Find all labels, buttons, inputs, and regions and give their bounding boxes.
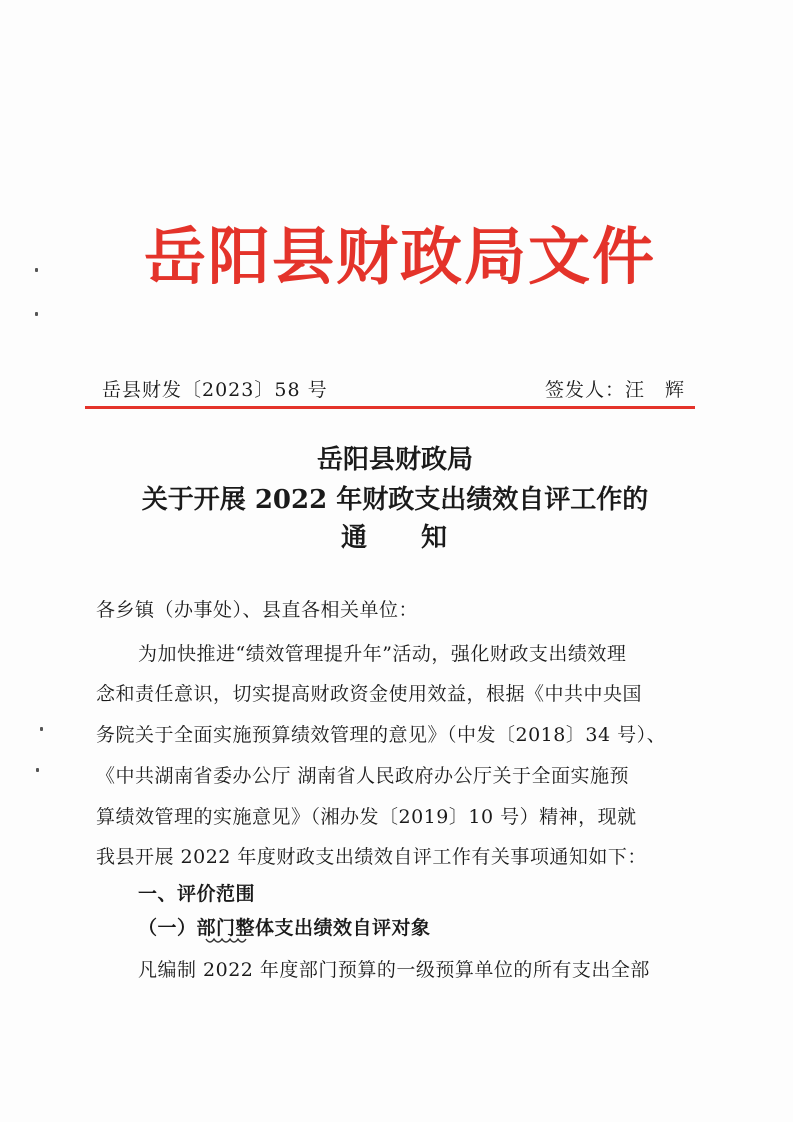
paragraph-line: 我县开展 2022 年度财政支出绩效自评工作有关事项通知如下： bbox=[96, 846, 647, 868]
handwritten-underline-mark bbox=[205, 936, 249, 946]
scan-speck bbox=[36, 768, 39, 772]
paragraph-line: 凡编制 2022 年度部门预算的一级预算单位的所有支出全部 bbox=[138, 959, 650, 981]
title-notice-char-2: 知 bbox=[421, 523, 450, 553]
paragraph-line: 为加快推进“绩效管理提升年”活动，强化财政支出绩效理 bbox=[138, 643, 627, 665]
title-subject: 关于开展 2022 年财政支出绩效自评工作的 bbox=[141, 485, 649, 515]
scan-speck bbox=[40, 727, 43, 731]
scan-speck bbox=[35, 312, 38, 316]
red-divider bbox=[85, 406, 695, 409]
title-notice-char-1: 通 bbox=[340, 523, 369, 553]
masthead-title: 岳阳县财政局文件 bbox=[143, 220, 656, 293]
section-heading-1-1: （一）部门整体支出绩效自评对象 bbox=[138, 917, 431, 939]
title-issuer: 岳阳县财政局 bbox=[316, 445, 473, 475]
paragraph-line: 念和责任意识，切实提高财政资金使用效益，根据《中共中央国 bbox=[96, 683, 643, 705]
paragraph-line: 务院关于全面实施预算绩效管理的意见》（中发〔2018〕34 号）、 bbox=[96, 724, 667, 746]
signer: 签发人：汪 辉 bbox=[545, 379, 686, 401]
paragraph-line: 算绩效管理的实施意见》（湘办发〔2019〕10 号）精神，现就 bbox=[96, 806, 637, 828]
addressee: 各乡镇（办事处）、县直各相关单位： bbox=[96, 599, 419, 621]
scan-speck bbox=[35, 268, 38, 272]
paragraph-line: 《中共湖南省委办公厅 湖南省人民政府办公厅关于全面实施预 bbox=[96, 765, 630, 787]
title-notice bbox=[90, 522, 700, 554]
document-number: 岳县财发〔2023〕58 号 bbox=[102, 379, 328, 401]
section-heading-1: 一、评价范围 bbox=[138, 883, 256, 905]
